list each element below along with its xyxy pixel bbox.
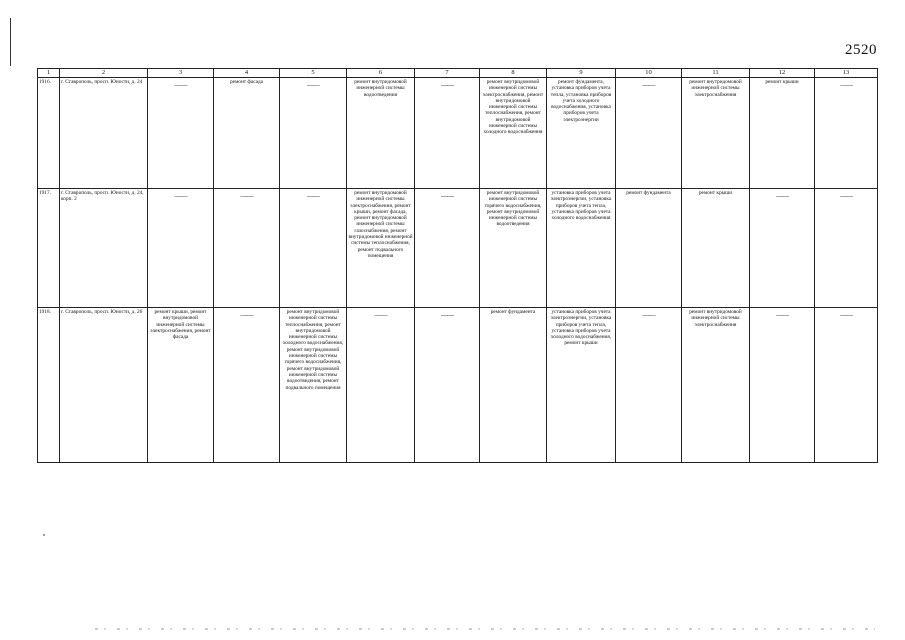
row-number: 1916. [38,78,60,189]
table-cell: установка приборов учета электроэнергии, установка приборов учета тепла, установка приборов учета холодного водоснабжения, ремонт крыши [547,308,616,463]
header-cell: 13 [815,69,878,78]
scan-noise-line [95,628,875,630]
header-cell: 3 [148,69,214,78]
dash-mark: —— [240,311,253,319]
table-cell [347,308,415,463]
dash-mark: —— [441,311,453,319]
table-cell: ремонт крыши, ремонт внутридомовой инженерной системы электроснабжения, ремонт фасада [148,308,214,463]
dash-mark: —— [307,192,319,200]
table-cell: ремонт внутридомовой инженерной системы электроснабжения, ремонт внутридомовой инженерной системы теплоснабжения, ремонт внутридомовой инженерной системы холодного водоснабжения [480,78,547,189]
repair-schedule-table [37,68,878,463]
table-cell: ремонт внутридомовой инженерной системы водоотведения [347,78,415,189]
scan-speck [43,534,45,536]
table-cell [280,189,347,308]
row-number: 1917. [38,189,60,308]
header-cell: 2 [60,69,148,78]
table-cell [280,78,347,189]
table-cell: ремонт внутридомовой инженерной системы электроснабжения [682,308,750,463]
header-cell: 1 [38,69,60,78]
header-cell: 4 [214,69,280,78]
header-cell: 5 [280,69,347,78]
header-cell: 6 [347,69,415,78]
header-cell: 9 [547,69,616,78]
table-row [38,308,878,463]
table-cell: ремонт фасада [214,78,280,189]
dash-mark: —— [307,81,319,89]
address-cell: г. Ставрополь, просп. Юности, д. 24, корп. 2 [60,189,148,308]
dash-mark: —— [840,311,852,319]
address-cell: г. Ставрополь, просп. Юности, д. 24 [60,78,148,189]
dash-mark: —— [441,81,453,89]
scan-edge-line [10,18,11,66]
table-cell: ремонт фундамента [480,308,547,463]
table-cell [148,78,214,189]
table-cell: ремонт крыши [750,78,815,189]
header-cell: 12 [750,69,815,78]
table-cell: ремонт фундамента [616,189,682,308]
table-cell [214,189,280,308]
header-row [38,69,878,78]
dash-mark: —— [441,192,453,200]
table-cell [415,78,480,189]
table-cell [415,189,480,308]
header-cell: 11 [682,69,750,78]
table-cell [815,189,878,308]
table-cell: ремонт внутридомовой инженерной системы электроснабжения, ремонт крыши, ремонт фасада, ремонт внутридомовой инженерной системы газоснабжения, ремонт внутридомовой инженерной системы теплоснабжения, ремонт подвального помещения [347,189,415,308]
table-cell: ремонт внутридомовой инженерной системы теплоснабжения, ремонт внутридомовой инженерной системы холодного водоснабжения, ремонт внутридомовой инженерной системы горячего водоснабжения, ремонт внутридомовой инженерной системы водоотведения, ремонт подвального помещения [280,308,347,463]
table-cell: ремонт внутридомовой инженерной системы электроснабжения [682,78,750,189]
dash-mark: —— [642,311,655,319]
dash-mark: —— [642,81,655,89]
dash-mark: —— [240,192,253,200]
dash-mark: —— [174,81,187,89]
table-cell [214,308,280,463]
table-row [38,189,878,308]
table-cell: ремонт крыши [682,189,750,308]
dash-mark: —— [840,192,852,200]
table-cell [750,189,815,308]
dash-mark: —— [840,81,852,89]
dash-mark: —— [776,311,788,319]
header-cell: 10 [616,69,682,78]
table-cell [415,308,480,463]
row-number: 1918. [38,308,60,463]
page-number: 2520 [845,42,877,58]
header-cell: 8 [480,69,547,78]
table-cell [616,78,682,189]
table-row [38,78,878,189]
dash-mark: —— [776,192,788,200]
header-cell: 7 [415,69,480,78]
table-cell [750,308,815,463]
table-cell [815,308,878,463]
dash-mark: —— [174,192,187,200]
table-cell [616,308,682,463]
address-cell: г. Ставрополь, просп. Юности, д. 26 [60,308,148,463]
dash-mark: —— [374,311,387,319]
table-cell [148,189,214,308]
table-cell [815,78,878,189]
table-cell: установка приборов учета электроэнергии, установка приборов учета тепла, установка приборов учета холодного водоснабжения [547,189,616,308]
table-cell: ремонт внутридомовой инженерной системы горячего водоснабжения, ремонт внутридомовой инженерной системы водоотведения [480,189,547,308]
table-cell: ремонт фундамента, установка приборов учета тепла, установка приборов учета холодного водоснабжения, установка приборов учета электроэнергии [547,78,616,189]
